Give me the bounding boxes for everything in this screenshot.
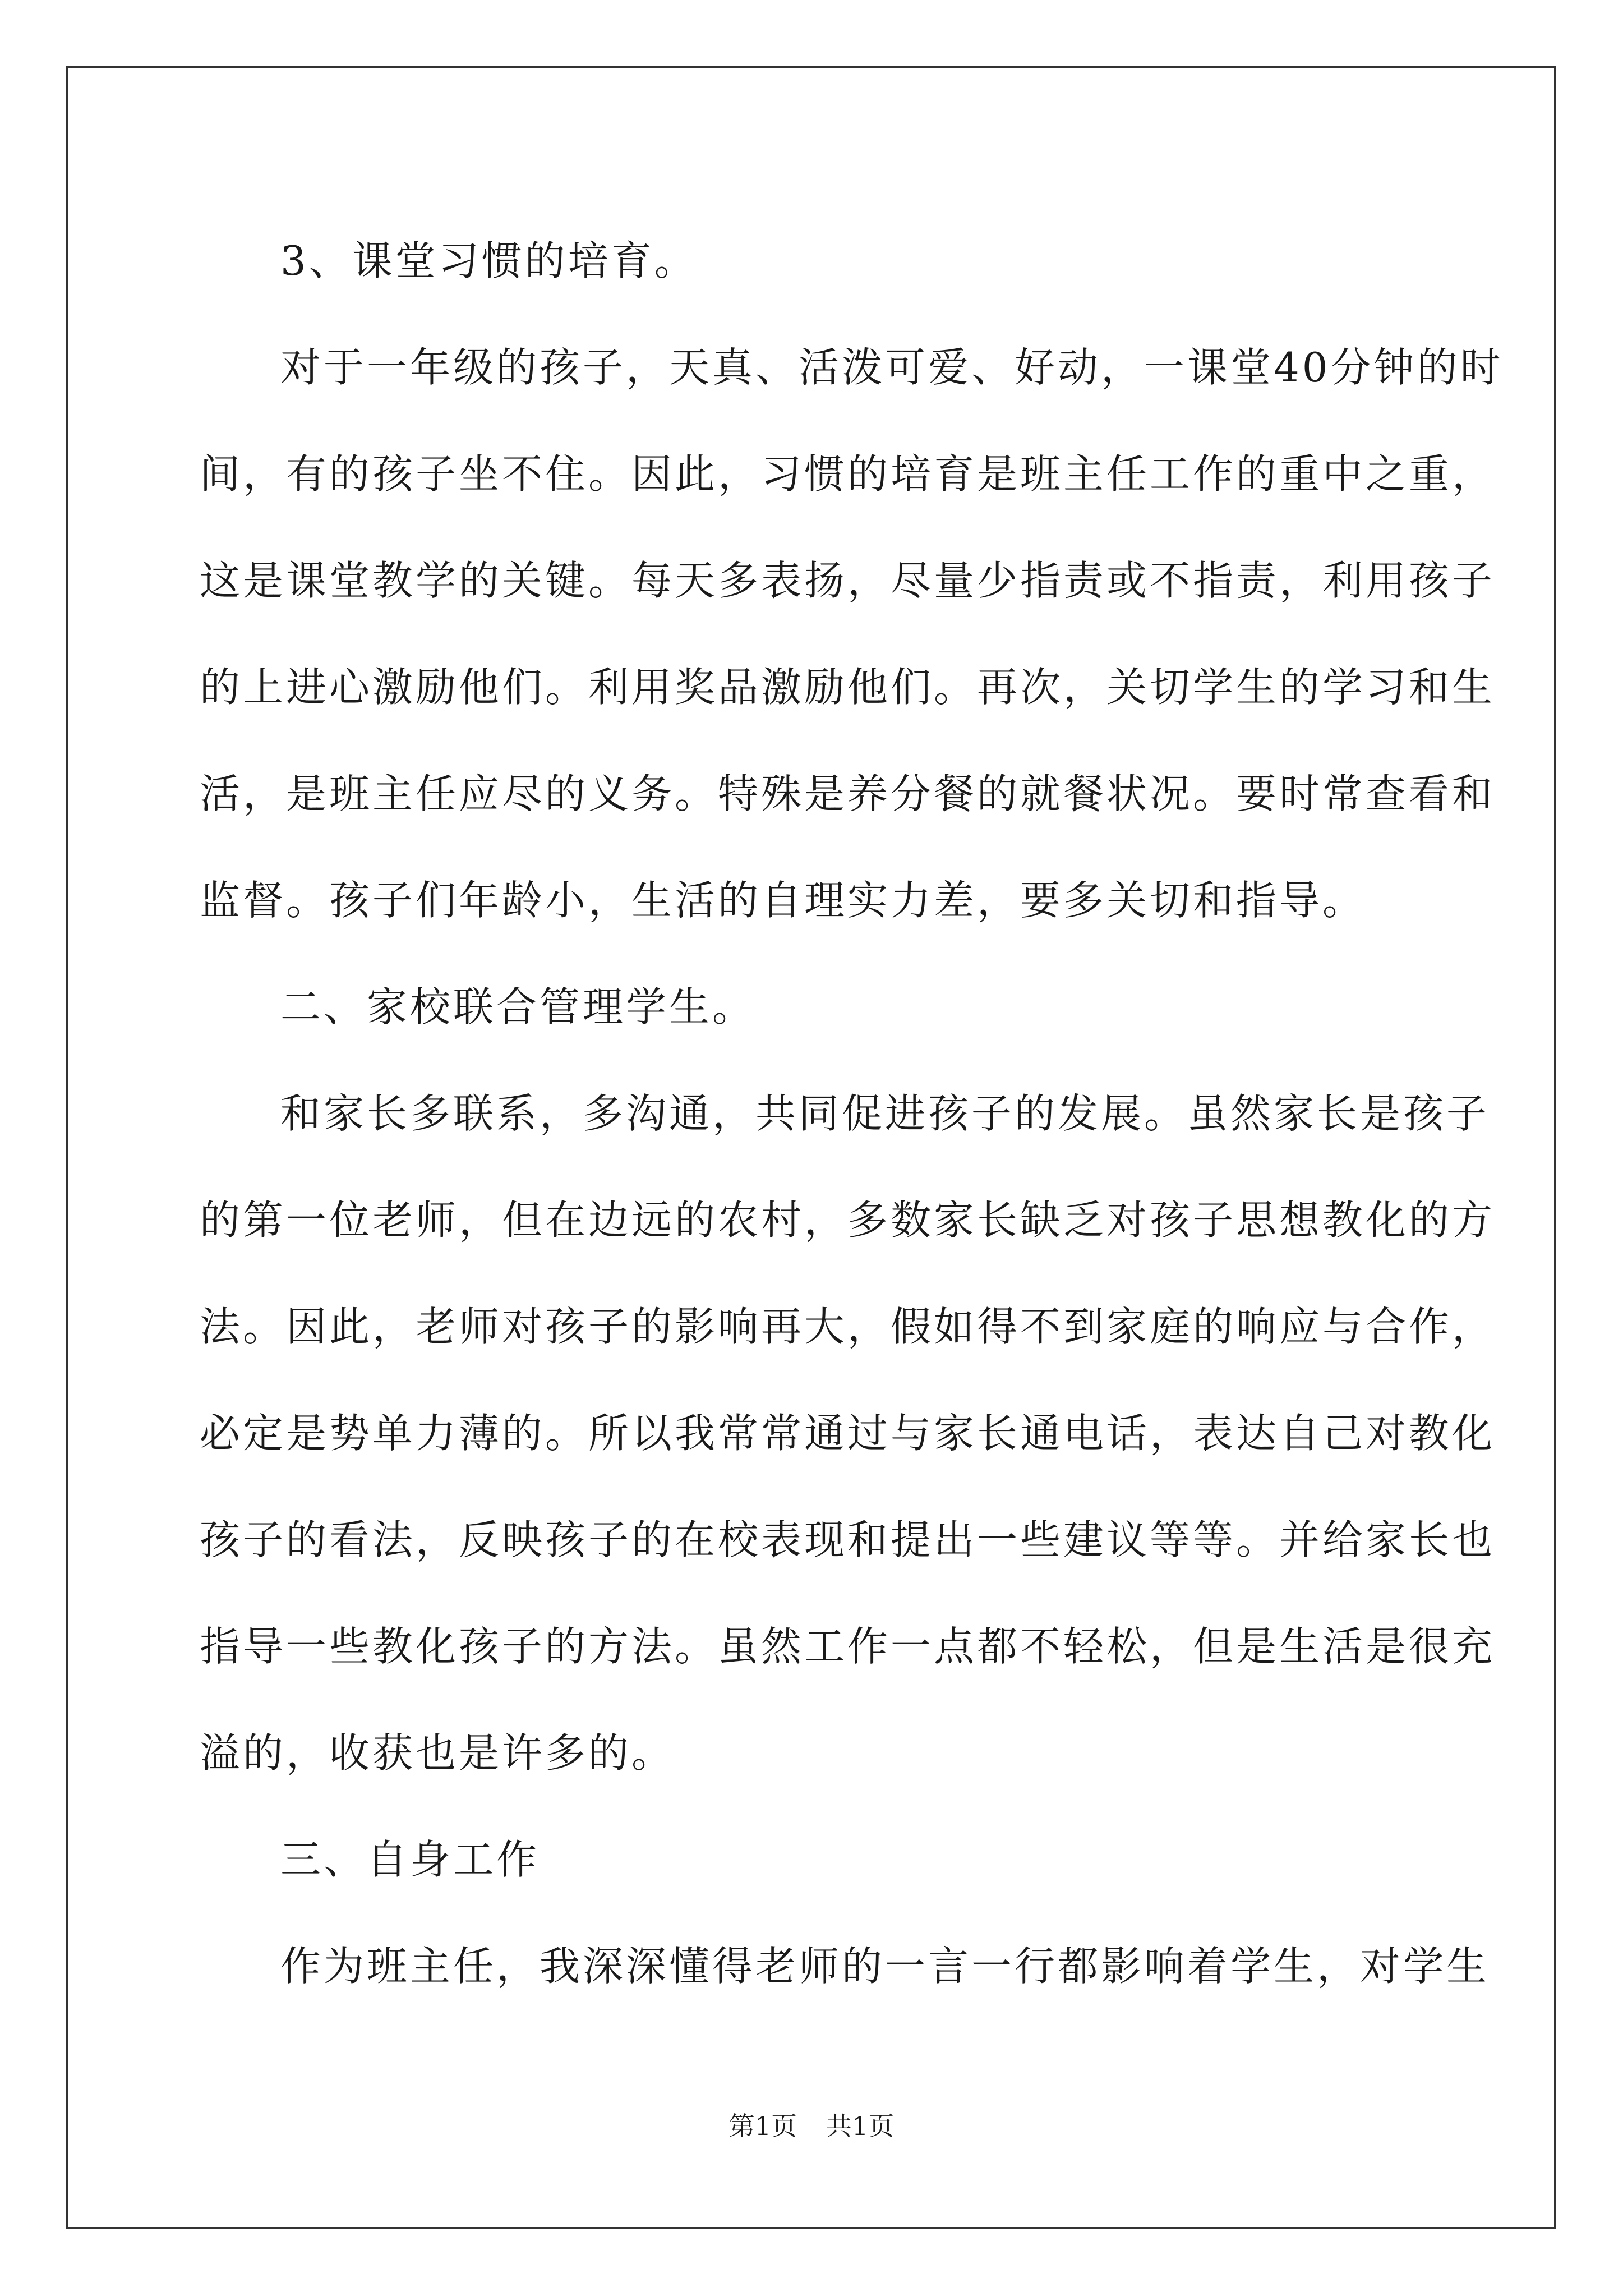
text-line: 二、家校联合管理学生。	[280, 983, 756, 1030]
paragraph-heading-2	[200, 954, 1428, 1060]
text-line: 活，是班主任应尽的义务。特殊是养分餐的就餐状况。要时常查看和	[200, 770, 1496, 817]
text-line: 溢的，收获也是许多的。	[200, 1729, 675, 1777]
text-line: 这是课堂教学的关键。每天多表扬，尽量少指责或不指责，利用孩子	[200, 557, 1496, 604]
text-line: 的上进心激励他们。利用奖品激励他们。再次，关切学生的学习和生	[200, 664, 1496, 711]
text-line: 法。因此，老师对孩子的影响再大，假如得不到家庭的响应与合作，	[200, 1303, 1496, 1350]
paragraph	[200, 314, 1504, 954]
text-line: 3、课堂习惯的培育。	[280, 237, 698, 284]
paragraph-heading-3	[200, 1806, 1428, 1913]
text-line: 和家长多联系，多沟通，共同促进孩子的发展。虽然家长是孩子	[280, 1090, 1490, 1137]
paragraph	[200, 1060, 1496, 1806]
text-line: 孩子的看法，反映孩子的在校表现和提出一些建议等等。并给家长也	[200, 1516, 1496, 1563]
text-line: 对于一年级的孩子，天真、活泼可爱、好动，一课堂40分钟的时	[280, 344, 1504, 391]
page-number-current: 第1页	[728, 2111, 797, 2141]
text-line: 监督。孩子们年龄小，生活的自理实力差，要多关切和指导。	[200, 877, 1366, 924]
text-line: 作为班主任，我深深懂得老师的一言一行都影响着学生，对学生	[280, 1943, 1490, 1990]
text-line: 的第一位老师，但在边远的农村，多数家长缺乏对孩子思想教化的方	[200, 1197, 1496, 1244]
text-line: 指导一些教化孩子的方法。虽然工作一点都不轻松，但是生活是很充	[200, 1623, 1496, 1670]
paragraph-heading-3	[200, 208, 1428, 314]
text-line: 必定是势单力薄的。所以我常常通过与家长通电话，表达自己对教化	[200, 1410, 1496, 1457]
text-line: 间，有的孩子坐不住。因此，习惯的培育是班主任工作的重中之重，	[200, 450, 1496, 498]
text-line: 三、自身工作	[280, 1836, 540, 1883]
document-body	[200, 208, 1504, 2019]
page-number-total: 共1页	[826, 2111, 895, 2141]
page-footer	[0, 2109, 1623, 2143]
paragraph	[200, 1913, 1490, 2019]
